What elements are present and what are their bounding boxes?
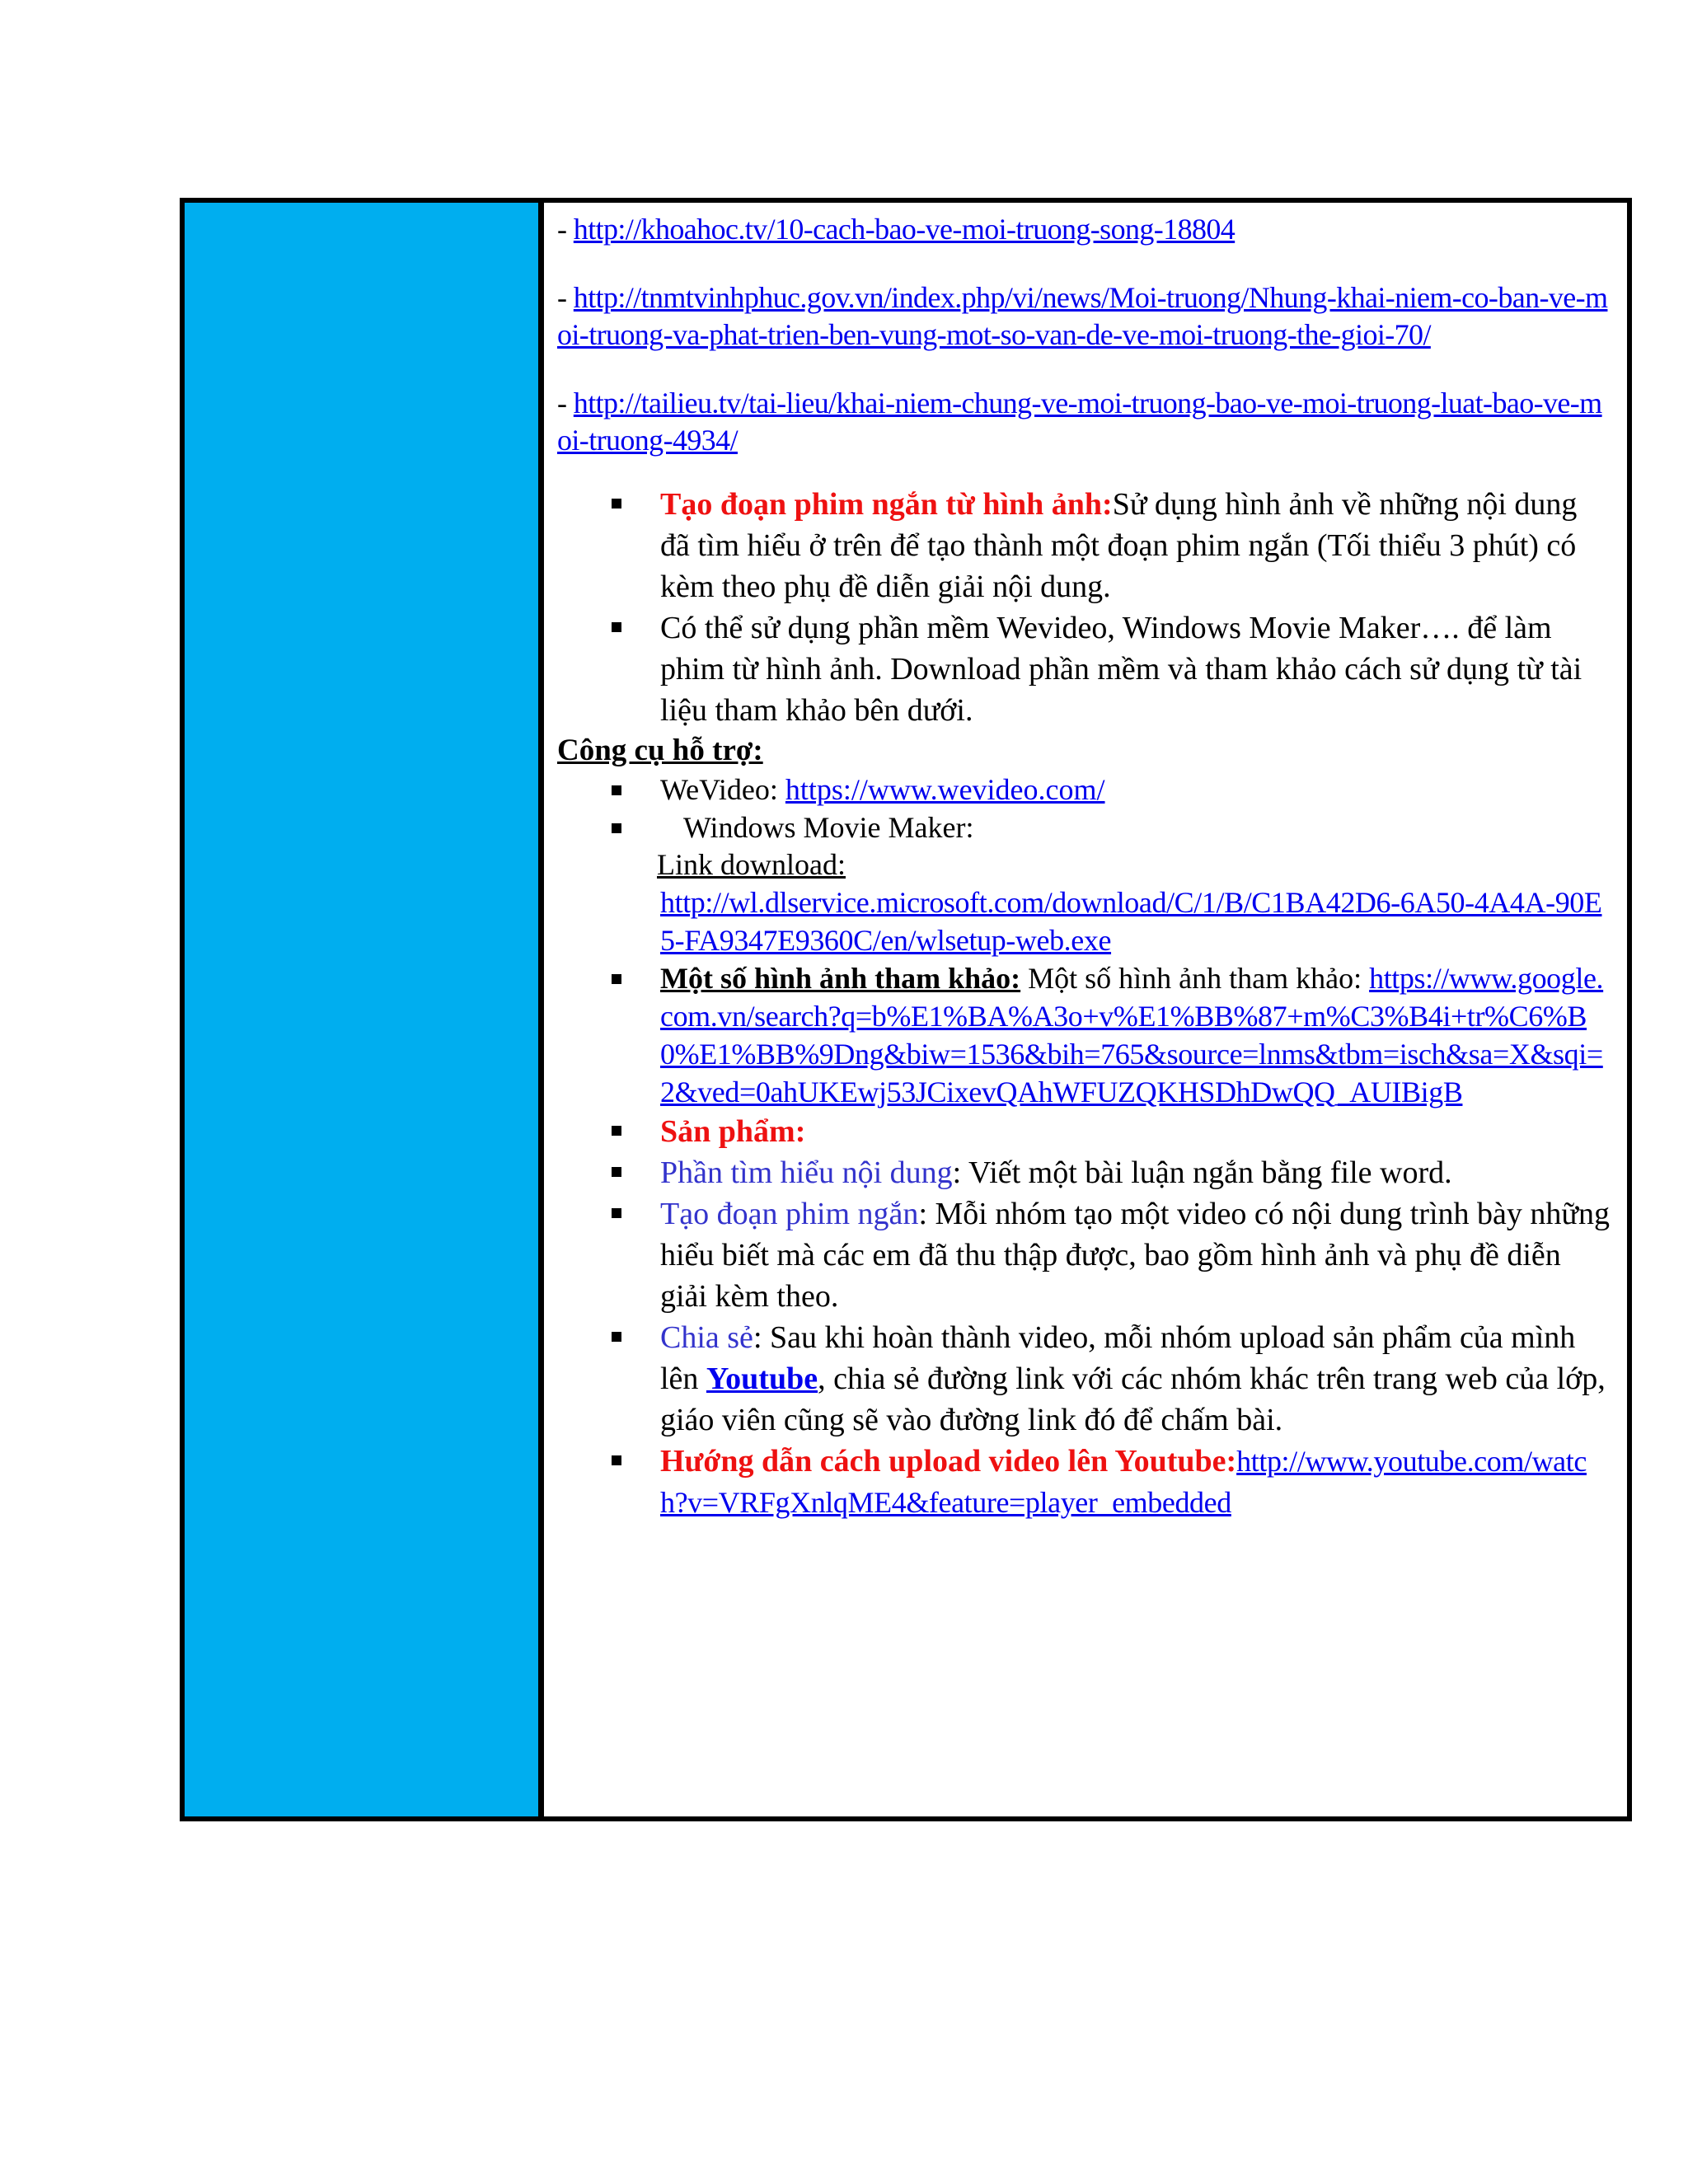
tool-wevideo-item — [660, 771, 1611, 808]
product-list — [557, 1111, 1611, 1523]
square-bullet-icon — [612, 974, 621, 984]
square-bullet-icon — [612, 1126, 621, 1136]
reference-link-tnmtvinhphuc[interactable]: http://tnmtvinhphuc.gov.vn/index.php/vi/news/Moi-truong/Nhung-khai-niem-co-ban-ve-moi-truong-va-phat-trien-ben-vung-mot-so-van-de-ve-moi-truong-the-gioi-70/ — [557, 281, 1608, 351]
task-list — [557, 484, 1611, 731]
task-film-item — [660, 484, 1611, 607]
task-software-item — [660, 607, 1611, 731]
reference-link-tailieu[interactable]: http://tailieu.tv/tai-lieu/khai-niem-chung-ve-moi-truong-bao-ve-moi-truong-luat-bao-ve-moi-truong-4934/ — [557, 387, 1602, 457]
youtube-link[interactable]: Youtube — [706, 1361, 818, 1396]
reference-links — [557, 211, 1611, 459]
tool-images-title: Một số hình ảnh tham khảo: — [660, 962, 1021, 995]
wevideo-link[interactable]: https://www.wevideo.com/ — [785, 773, 1105, 806]
content-cell — [544, 203, 1627, 1816]
left-color-column — [185, 203, 544, 1816]
reference-item: - http://khoahoc.tv/10-cach-bao-ve-moi-truong-song-18804 — [557, 213, 1236, 246]
wmm-download-link[interactable]: http://wl.dlservice.microsoft.com/download/C/1/B/C1BA42D6-6A50-4A4A-90E5-FA9347E9360C/en/wlsetup-web.exe — [660, 886, 1602, 957]
square-bullet-icon — [612, 1167, 621, 1177]
task-software-text: Có thể sử dụng phần mềm Wevideo, Windows Movie Maker…. để làm phim từ hình ảnh. Download phần mềm và tham khảo cách sử dụng từ tài liệu tham khảo bên dưới. — [660, 611, 1582, 728]
tool-images-text: Một số hình ảnh tham khảo: — [1020, 962, 1370, 995]
product-film-text: : Mỗi nhóm tạo một video có nội dung trình bày những hiểu biết mà các em đã thu thập được, bao gồm hình ảnh và phụ đề diễn giải kèm theo. — [660, 1197, 1611, 1314]
product-film-item — [660, 1193, 1611, 1317]
tool-images-item — [660, 959, 1611, 1111]
product-title-item — [660, 1111, 1611, 1152]
google-images-link[interactable]: https://www.google.com.vn/search?q=b%E1%BA%A3o+v%E1%BB%87+m%C3%B4i+tr%C6%B0%E1%BB%9Dng&biw=1536&bih=765&source=lnms&tbm=isch&sa=X&sqi=2&ved=0ahUKEwj53JCixevQAhWFUZQKHSDhDwQQ_AUIBigB — [660, 962, 1604, 1108]
product-title: Sản phẩm: — [660, 1114, 806, 1149]
product-share-item — [660, 1317, 1611, 1441]
tool-wevideo-label: WeVideo: — [660, 773, 785, 806]
square-bullet-icon — [612, 823, 621, 833]
product-share-label: Chia sẻ — [660, 1320, 753, 1355]
youtube-upload-guide-link[interactable]: http://www.youtube.com/watch?v=VRFgXnlqME4&feature=player_embedded — [660, 1445, 1587, 1519]
product-film-label: Tạo đoạn phim ngắn — [660, 1197, 919, 1231]
square-bullet-icon — [612, 622, 621, 632]
product-upload-title: Hướng dẫn cách upload video lên Youtube: — [660, 1444, 1237, 1479]
product-share-text-after: , chia sẻ đường link với các nhóm khác trên trang web của lớp, giáo viên cũng sẽ vào đường link đó để chấm bài. — [660, 1361, 1606, 1437]
square-bullet-icon — [612, 1208, 621, 1218]
tool-wmm-label: Windows Movie Maker: — [683, 811, 974, 844]
square-bullet-icon — [612, 1455, 621, 1465]
product-share-text-before: : Sau khi hoàn thành video, mỗi nhóm upload sản phẩm của mình lên — [660, 1320, 1576, 1396]
product-research-label: Phần tìm hiểu nội dung — [660, 1155, 953, 1190]
square-bullet-icon — [612, 785, 621, 795]
product-research-text: : Viết một bài luận ngắn bằng file word. — [952, 1155, 1452, 1190]
content-table — [180, 198, 1632, 1821]
task-film-title: Tạo đoạn phim ngắn từ hình ảnh: — [660, 487, 1113, 522]
product-upload-item — [660, 1441, 1611, 1523]
product-research-item — [660, 1152, 1611, 1193]
reference-item: - http://tailieu.tv/tai-lieu/khai-niem-chung-ve-moi-truong-bao-ve-moi-truong-luat-bao-ve-moi-truong-4934/ — [557, 387, 1602, 457]
reference-link-khoahoc[interactable]: http://khoahoc.tv/10-cach-bao-ve-moi-truong-song-18804 — [573, 213, 1236, 246]
tools-heading: Công cụ hỗ trợ: — [557, 733, 763, 767]
square-bullet-icon — [612, 1332, 621, 1342]
tools-list — [557, 771, 1611, 1111]
square-bullet-icon — [612, 499, 621, 509]
link-download-label: Link download: — [657, 848, 846, 881]
task-film-text: Sử dụng hình ảnh về những nội dung đã tìm hiểu ở trên để tạo thành một đoạn phim ngắn (Tối thiểu 3 phút) có kèm theo phụ đề diễn giải nội dung. — [660, 487, 1578, 604]
tool-wmm-item — [657, 808, 1611, 959]
reference-item: - http://tnmtvinhphuc.gov.vn/index.php/vi/news/Moi-truong/Nhung-khai-niem-co-ban-ve-moi-truong-va-phat-trien-ben-vung-mot-so-van-de-ve-moi-truong-the-gioi-70/ — [557, 281, 1608, 351]
